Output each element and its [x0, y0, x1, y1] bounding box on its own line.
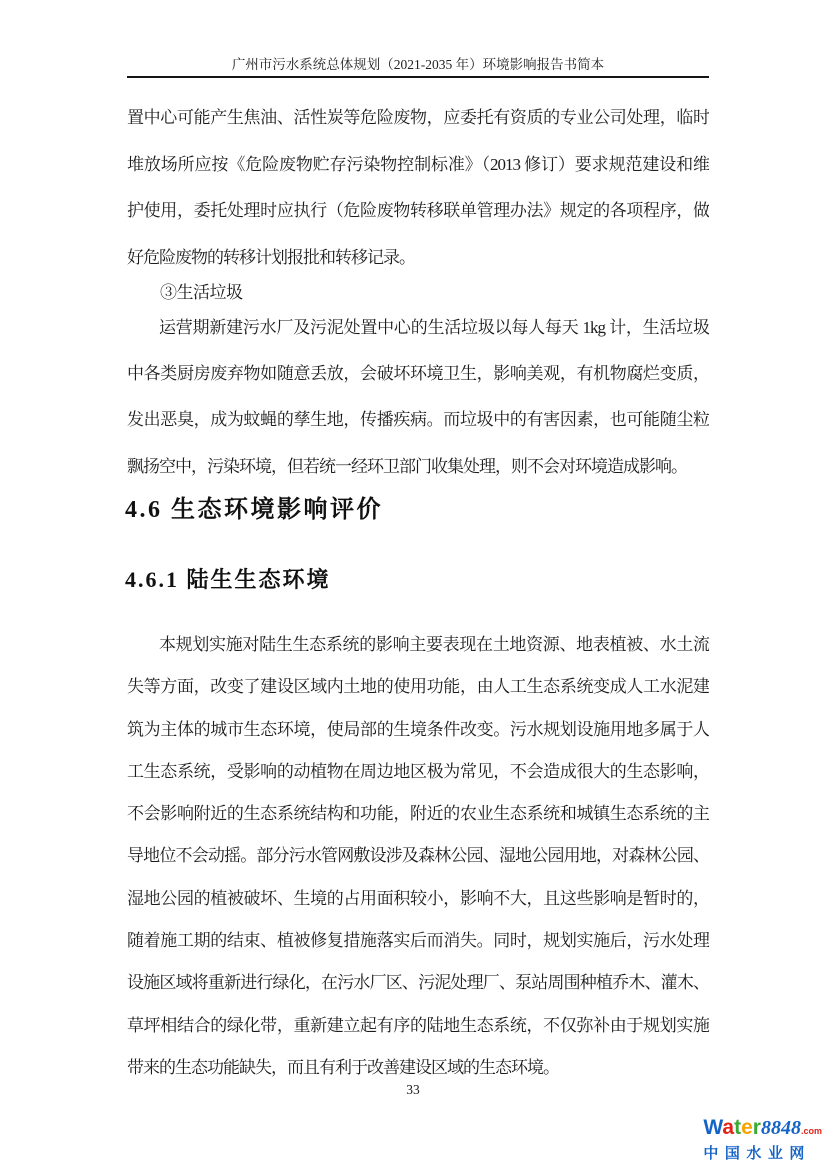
- text-line: 运营期新建污水厂及污泥处置中心的生活垃圾以每人每天 1kg 计，生活垃圾: [159, 318, 709, 337]
- logo-letter: t: [734, 1116, 742, 1139]
- text-line: 设施区域将重新进行绿化，在污水厂区、污泥处理厂、泵站周围种植乔木、灌木、: [127, 973, 709, 993]
- text-line: 本规划实施对陆生生态系统的影响主要表现在土地资源、地表植被、水土流: [159, 635, 709, 654]
- subsection-heading-4-6-1: 4.6.1 陆生生态环境: [125, 567, 331, 592]
- text-line: 带来的生态功能缺失，而且有利于改善建设区域的生态环境。: [127, 1057, 559, 1077]
- text-line: 工生态系统，受影响的动植物在周边地区极为常见，不会造成很大的生态影响，: [127, 761, 709, 781]
- text-line: 置中心可能产生焦油、活性炭等危险废物，应委托有资质的专业公司处理，临时: [127, 108, 709, 127]
- text-line: 护使用，委托处理时应执行（危险废物转移联单管理办法》规定的各项程序，做: [127, 201, 709, 221]
- header-rule: [127, 76, 709, 78]
- paragraph-domestic-garbage: [127, 305, 709, 490]
- logo-wordmark: [703, 1116, 822, 1143]
- logo-water-letters: [703, 1116, 761, 1139]
- text-line: 筑为主体的城市生态环境，使局部的生境条件改变。污水规划设施用地多属于人: [127, 719, 709, 739]
- text-line: 不会影响附近的生态系统结构和功能，附近的农业生态系统和城镇生态系统的主: [127, 804, 709, 824]
- paragraph-hazardous-waste: [127, 95, 709, 282]
- logo-letter: e: [741, 1116, 753, 1139]
- water8848-logo: [703, 1116, 822, 1164]
- list-item-heading-domestic-garbage: ③生活垃圾: [160, 283, 243, 302]
- text-line: 湿地公园的植被破坏、生境的占用面积较小，影响不大，且这些影响是暂时的，: [127, 888, 709, 908]
- text-line: 好危险废物的转移计划报批和转移记录。: [127, 248, 415, 268]
- text-line: 草坪相结合的绿化带，重新建立起有序的陆地生态系统，不仅弥补由于规划实施: [127, 1015, 709, 1035]
- running-header: 广州市污水系统总体规划（2021-2035 年）环境影响报告书简本: [231, 57, 605, 72]
- text-line: 发出恶臭，成为蚊蝇的孳生地，传播疾病。而垃圾中的有害因素，也可能随尘粒: [127, 410, 709, 430]
- text-line: 飘扬空中，污染环境，但若统一经环卫部门收集处理，则不会对环境造成影响。: [127, 456, 687, 476]
- text-line: 中各类厨房废弃物如随意丢放，会破坏环境卫生，影响美观，有机物腐烂变质，: [127, 364, 709, 384]
- text-line: 导地位不会动摇。部分污水管网敷设涉及森林公园、湿地公园用地，对森林公园、: [127, 846, 709, 866]
- text-line: 失等方面，改变了建设区域内土地的使用功能，由人工生态系统变成人工水泥建: [127, 677, 709, 697]
- logo-8848-text: 8848: [760, 1117, 801, 1139]
- logo-subtitle: 中国水业网: [703, 1145, 811, 1162]
- page-number: 33: [406, 1082, 420, 1097]
- logo-letter: r: [752, 1116, 761, 1139]
- text-line: 堆放场所应按《危险废物贮存污染物控制标准》（2013 修订）要求规范建设和维: [127, 154, 709, 174]
- text-line: 随着施工期的结束、植被修复措施落实后而消失。同时，规划实施后，污水处理: [127, 931, 709, 951]
- logo-letter: a: [722, 1116, 735, 1139]
- paragraph-terrestrial-ecology: [127, 624, 709, 1089]
- section-heading-4-6: 4.6 生态环境影响评价: [125, 497, 383, 523]
- logo-com-text: .com: [800, 1126, 822, 1136]
- logo-letter: W: [703, 1116, 723, 1139]
